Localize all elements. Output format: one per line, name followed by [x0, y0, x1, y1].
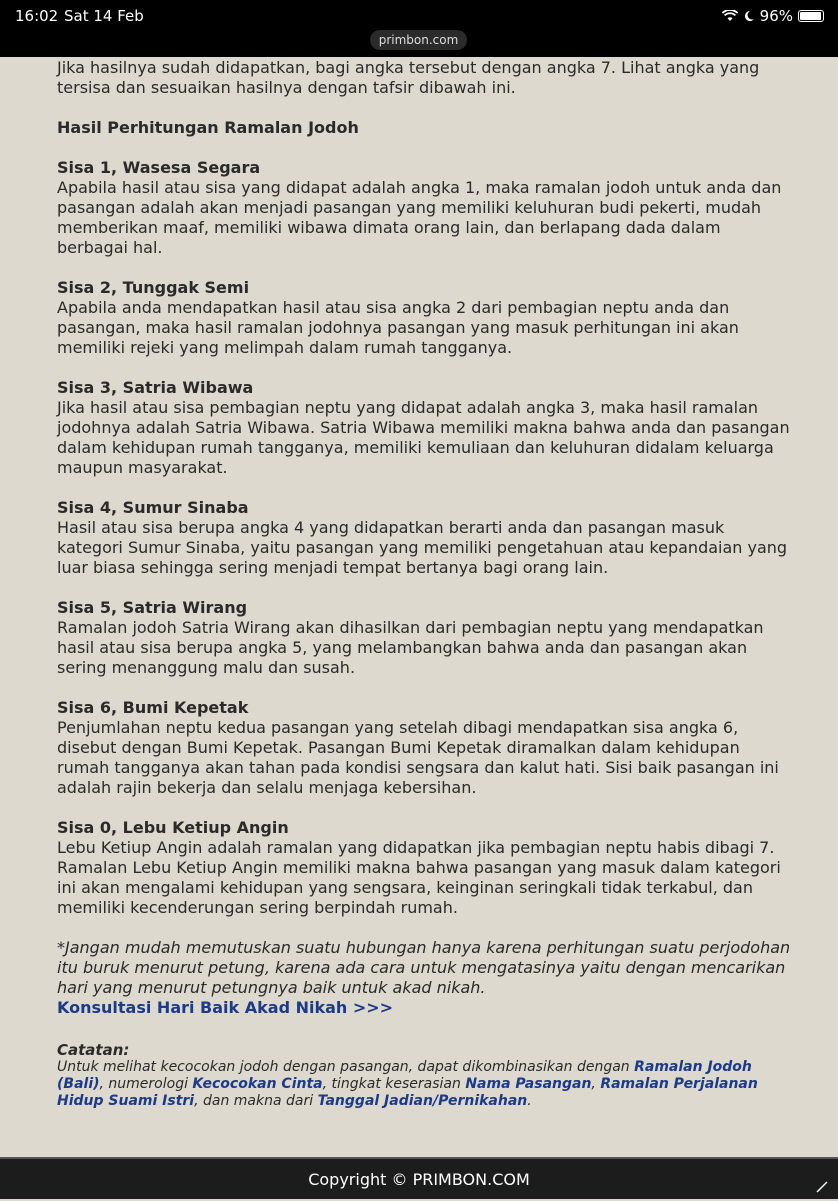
result-text: Jika hasil atau sisa pembagian neptu yang didapat adalah angka 3, maka hasil ramalan jodohnya adalah Satria Wibawa. Satria Wibawa memiliki makna bahwa anda dan pasangan dalam kehidupan rumah tangganya, memiliki kemuliaan dan keluhuran didalam keluarga maupun masyarakat. — [57, 398, 790, 477]
result-text: Lebu Ketiup Angin adalah ramalan yang didapatkan jika pembagian neptu habis dibagi 7. Ramalan Lebu Ketiup Angin memiliki makna bahwa pasangan yang masuk dalam kategori ini akan mengalami kehidupan yang sengsara, keinginan seringkali tidak terkabul, dan memiliki kecenderungan sering berpindah rumah. — [57, 838, 781, 917]
footer — [0, 1157, 838, 1199]
battery-icon — [798, 10, 824, 22]
disclaimer-note: *Jangan mudah memutuskan suatu hubungan hanya karena perhitungan suatu perjodohan itu buruk menurut petung, karena ada cara untuk mengatasinya yaitu dengan mencarikan hari yang menurut petungnya baik untuk akad nikah. — [57, 938, 791, 997]
result-text: Hasil atau sisa berupa angka 4 yang didapatkan berarti anda dan pasangan masuk kategori Sumur Sinaba, yaitu pasangan yang memiliki pengetahuan atau kepandaian yang luar biasa sehingga sering menjadi tempat bertanya bagi orang lain. — [57, 518, 788, 577]
result-title: Sisa 0, Lebu Ketiup Angin — [57, 818, 289, 837]
resize-handle-icon[interactable] — [816, 1181, 828, 1193]
link-tanggal-jadian[interactable]: Tanggal Jadian/Pernikahan — [317, 1093, 528, 1109]
result-title: Sisa 2, Tunggak Semi — [57, 278, 250, 297]
catatan-text — [57, 1059, 792, 1110]
section-title: Hasil Perhitungan Ramalan Jodoh — [57, 118, 359, 137]
catatan-text-part: , tingkat keserasian — [322, 1076, 466, 1092]
url-bar[interactable]: primbon.com — [370, 30, 467, 50]
result-title: Sisa 5, Satria Wirang — [57, 598, 248, 617]
result-item-0 — [57, 818, 792, 918]
result-item-1 — [57, 158, 792, 258]
catatan-box — [57, 1042, 792, 1110]
result-text: Penjumlahan neptu kedua pasangan yang setelah dibagi mendapatkan sisa angka 6, disebut dengan Bumi Kepetak. Pasangan Bumi Kepetak diramalkan dalam kehidupan rumah tangganya akan tahan pada kondisi sengsara dan kalut hati. Sisi baik pasangan ini adalah rajin bekerja dan selalu menjaga kebersihan. — [57, 718, 779, 797]
result-text: Apabila hasil atau sisa yang didapat adalah angka 1, maka ramalan jodoh untuk anda dan pasangan adalah akan menjadi pasangan yang memiliki keluhuran budi pekerti, mudah memberikan maaf, memiliki wibawa dimata orang lain, dan berlapang dada dalam berbagai hal. — [57, 178, 782, 257]
result-title: Sisa 1, Wasesa Segara — [57, 158, 261, 177]
catatan-title: Catatan: — [57, 1041, 130, 1059]
moon-icon — [743, 10, 755, 22]
result-item-3 — [57, 378, 792, 478]
catatan-text-part: Untuk melihat kecocokan jodoh dengan pasangan, dapat dikombinasikan dengan — [57, 1059, 635, 1075]
result-text: Apabila anda mendapatkan hasil atau sisa angka 2 dari pembagian neptu anda dan pasangan, maka hasil ramalan jodohnya pasangan yang masuk perhitungan ini akan memiliki rejeki yang melimpah dalam rumah tangganya. — [57, 298, 739, 357]
status-right — [722, 7, 824, 25]
result-item-2 — [57, 278, 792, 358]
consult-link[interactable]: Konsultasi Hari Baik Akad Nikah >>> — [57, 998, 394, 1017]
status-time: 16:02 — [15, 7, 59, 25]
wifi-icon — [722, 10, 738, 22]
link-ramalan-jodoh-bali[interactable]: Ramalan Jodoh (Bali) — [57, 1059, 752, 1092]
result-text: Ramalan jodoh Satria Wirang akan dihasilkan dari pembagian neptu yang mendapatkan hasil atau sisa berupa angka 5, yang melambangkan bahwa anda dan pasangan akan sering menanggung malu dan susah. — [57, 618, 764, 677]
result-item-4 — [57, 498, 792, 578]
article-content — [57, 58, 792, 1110]
copyright-text: Copyright © PRIMBON.COM — [308, 1170, 530, 1189]
intro-text: Jika hasilnya sudah didapatkan, bagi angka tersebut dengan angka 7. Lihat angka yang tersisa dan sesuaikan hasilnya dengan tafsir dibawah ini. — [57, 58, 760, 97]
catatan-text-part: . — [527, 1093, 532, 1109]
catatan-text-part: , dan makna dari — [194, 1093, 318, 1109]
result-item-5 — [57, 598, 792, 678]
result-item-6 — [57, 698, 792, 798]
result-title: Sisa 4, Sumur Sinaba — [57, 498, 249, 517]
link-kecocokan-cinta[interactable]: Kecocokan Cinta — [192, 1076, 323, 1092]
result-title: Sisa 6, Bumi Kepetak — [57, 698, 249, 717]
link-nama-pasangan[interactable]: Nama Pasangan — [465, 1076, 592, 1092]
catatan-text-part: , — [591, 1076, 601, 1092]
result-title: Sisa 3, Satria Wibawa — [57, 378, 254, 397]
battery-percent: 96% — [759, 7, 793, 25]
status-date: Sat 14 Feb — [64, 7, 144, 25]
status-bar — [0, 0, 838, 57]
catatan-text-part: , numerologi — [99, 1076, 193, 1092]
link-ramalan-perjalanan-hidup[interactable]: Ramalan Perjalanan Hidup Suami Istri — [57, 1076, 758, 1109]
